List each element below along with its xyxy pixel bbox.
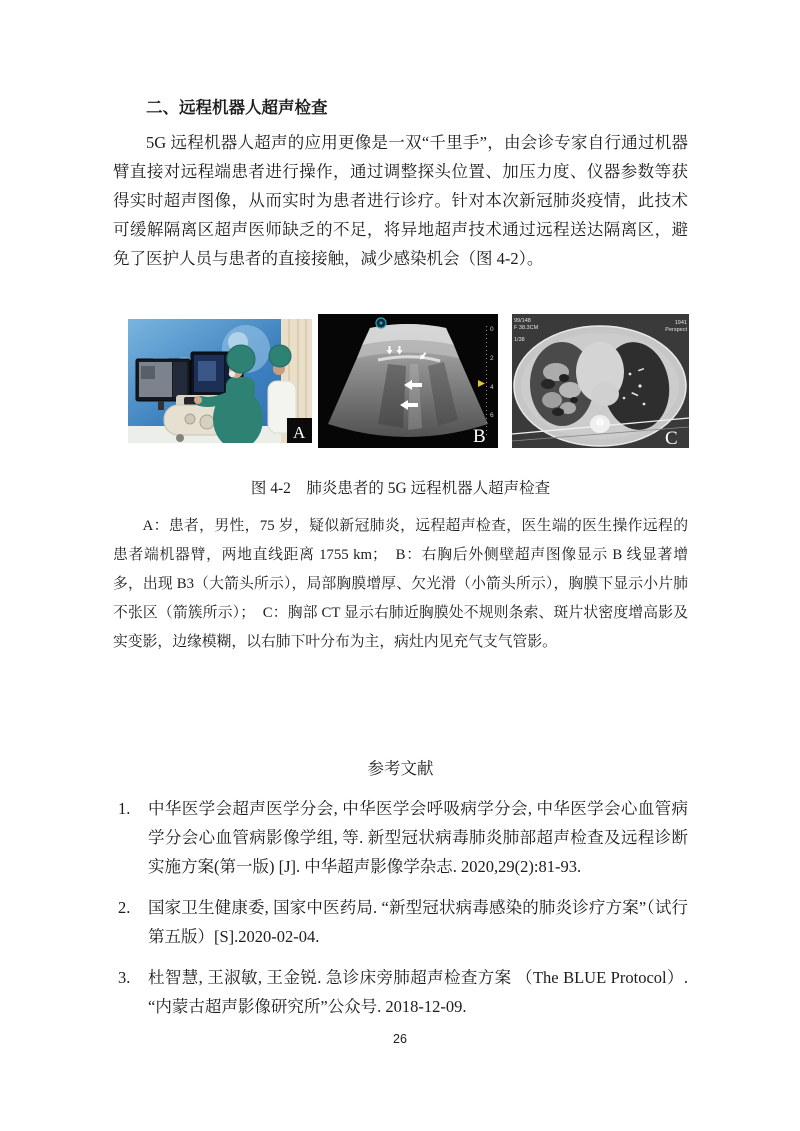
figure-caption: 图 4-2 肺炎患者的 5G 远程机器人超声检查 xyxy=(250,480,551,497)
section-heading: 二、远程机器人超声检查 xyxy=(146,98,328,117)
svg-text:1/38: 1/38 xyxy=(514,337,525,343)
page-number: 26 xyxy=(393,1032,407,1046)
svg-text:99/148: 99/148 xyxy=(514,318,531,324)
assistant-cap xyxy=(269,345,291,367)
panel-c-ct xyxy=(512,314,689,448)
depth-tick-0: 0 xyxy=(490,326,494,333)
reference-text: 国家卫生健康委, 国家中医药局. “新型冠状病毒感染的肺炎诊疗方案”（试行第五版）[S].2020-02-04. xyxy=(148,898,688,946)
doctor-cap xyxy=(227,345,255,373)
svg-text:F 38.3CM: F 38.3CM xyxy=(514,325,539,331)
panel-a-photo xyxy=(128,319,312,443)
figure-4-2-panels xyxy=(113,314,688,448)
references-list xyxy=(113,794,688,1021)
reference-item xyxy=(113,893,688,951)
references-heading: 参考文献 xyxy=(367,759,434,778)
depth-tick-4: 4 xyxy=(490,384,494,391)
figure-note: A：患者，男性，75 岁，疑似新冠肺炎，远程超声检查，医生端的医生操作远程的患者端机器臂，两地直线距离 1755 km； B：右胸后外侧壁超声图像显示 B 线显著增多，出现 B3（大箭头所示），局部胸膜增厚、欠光滑（小箭头所示），胸膜下显示小片肺不张区（箭簇所示）； C：胸部 CT 显示右肺近胸膜处不规则条索、斑片状密度增高影及实变影，边缘模糊，以右肺下叶分布为主，病灶内见充气支气管影。 xyxy=(113,518,688,650)
depth-tick-2: 2 xyxy=(490,355,494,362)
intro-paragraph: 5G 远程机器人超声的应用更像是一双“千里手”，由会诊专家自行通过机器臂直接对远程端患者进行操作，通过调整探头位置、加压力度、仪器参数等获得实时超声图像，从而实时为患者进行诊疗。针对本次新冠肺炎疫情，此技术可缓解隔离区超声医师缺乏的不足，将异地超声技术通过远程送达隔离区，避免了医护人员与患者的直接接触，减少感染机会（图 4-2）。 xyxy=(113,133,688,268)
reference-item xyxy=(113,794,688,881)
reference-text: 中华医学会超声医学分会, 中华医学会呼吸病学分会, 中华医学会心血管病学分会心血管病影像学组, 等. 新型冠状病毒肺炎肺部超声检查及远程诊断实施方案(第一版) [J]. 中华超声影像学杂志. 2020,29(2):81-93. xyxy=(148,799,688,876)
doctor-arm xyxy=(200,397,228,402)
panel-b-ultrasound xyxy=(318,314,498,448)
reference-number: 3. xyxy=(118,968,131,987)
reference-number: 2. xyxy=(118,898,131,917)
reference-number: 1. xyxy=(118,799,131,818)
svg-text:1941: 1941 xyxy=(674,320,687,326)
reference-text: 杜智慧, 王淑敏, 王金锐. 急诊床旁肺超声检查方案 （The BLUE Protocol）. “内蒙古超声影像研究所”公众号. 2018-12-09. xyxy=(148,968,688,1016)
svg-text:Perspect: Perspect xyxy=(665,327,687,333)
panel-a-label: A xyxy=(293,423,306,442)
depth-tick-6: 6 xyxy=(490,412,494,419)
reference-item xyxy=(113,963,688,1021)
panel-b-label: B xyxy=(473,426,486,447)
panel-c-label: C xyxy=(665,428,678,448)
